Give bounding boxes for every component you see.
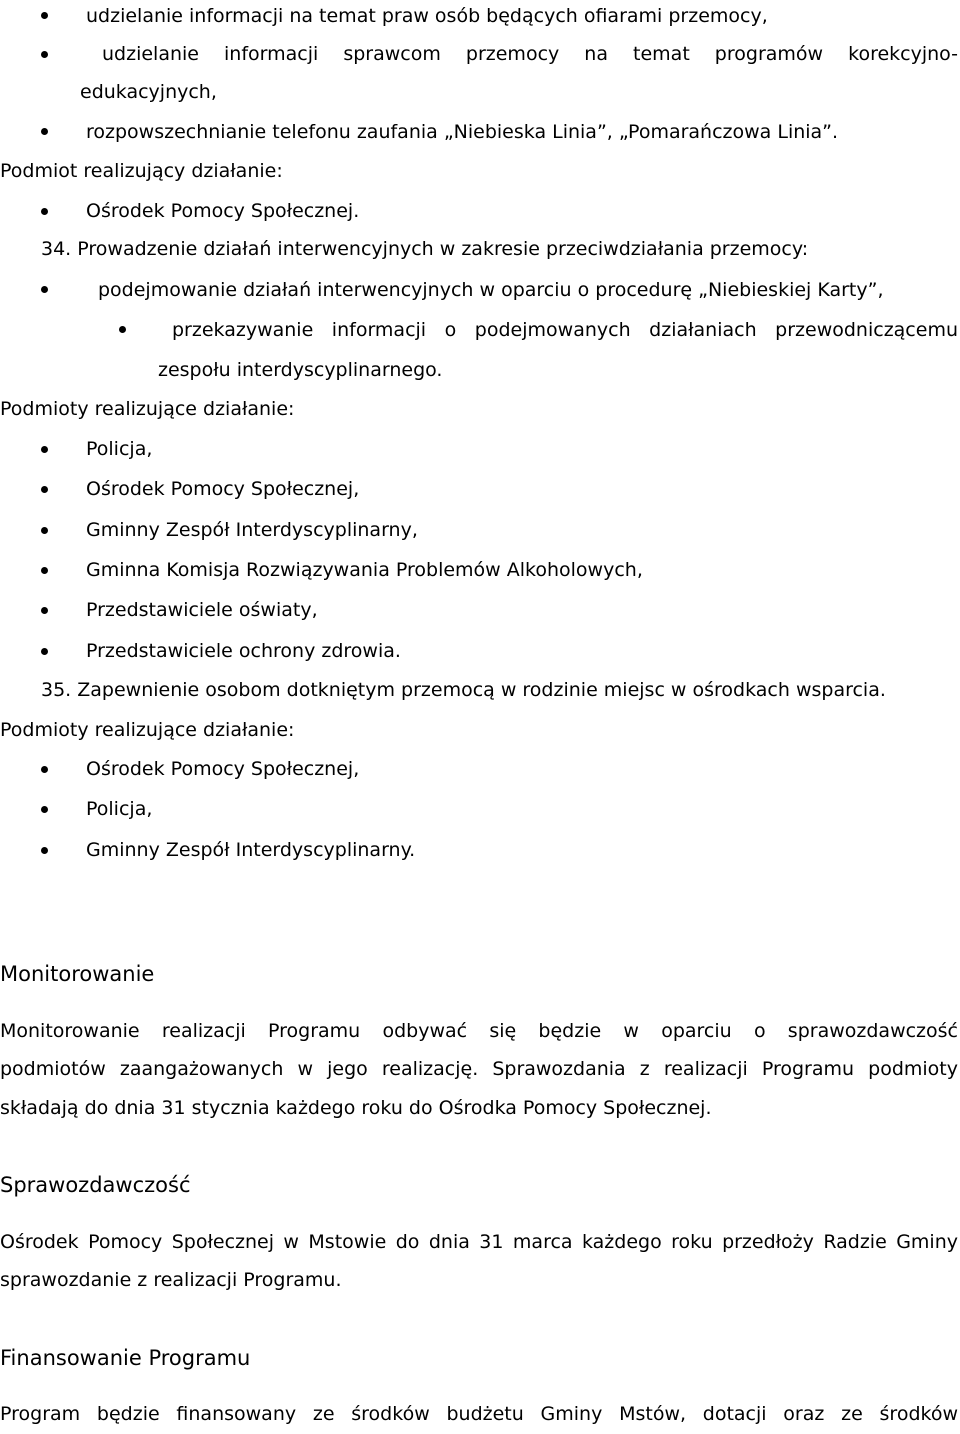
list-item: Gminny Zespół Interdyscyplinarny, <box>86 519 418 541</box>
bullet <box>41 486 48 493</box>
list-item-continuation: edukacyjnych, <box>80 81 217 103</box>
list-item: Ośrodek Pomocy Społecznej. <box>86 200 360 222</box>
paragraph-line: Program będzie finansowany ze środków budżetu Gminy Mstów, dotacji oraz ze środków <box>0 1403 958 1425</box>
list-item: przekazywanie informacji o podejmowanych działaniach przewodniczącemu <box>172 319 958 341</box>
bullet <box>119 326 126 333</box>
bullet <box>41 51 48 58</box>
list-item: Przedstawiciele ochrony zdrowia. <box>86 640 401 662</box>
subjects-label: Podmioty realizujące działanie: <box>0 719 295 741</box>
bullet <box>41 766 48 773</box>
list-item: Policja, <box>86 798 153 820</box>
paragraph-line: podmiotów zaangażowanych w jego realizację. Sprawozdania z realizacji Programu podmioty <box>0 1058 958 1080</box>
paragraph-line: Monitorowanie realizacji Programu odbywać się będzie w oparciu o sprawozdawczość <box>0 1020 958 1042</box>
bullet <box>41 648 48 655</box>
bullet <box>41 567 48 574</box>
list-item: rozpowszechnianie telefonu zaufania „Niebieska Linia”, „Pomarańczowa Linia”. <box>86 121 839 143</box>
bullet <box>41 806 48 813</box>
paragraph-line: składają do dnia 31 stycznia każdego roku do Ośrodka Pomocy Społecznej. <box>0 1097 712 1119</box>
list-item: Policja, <box>86 438 153 460</box>
bullet <box>41 128 48 135</box>
monitoring-heading: Monitorowanie <box>0 962 155 986</box>
list-item-continuation: zespołu interdyscyplinarnego. <box>158 359 443 381</box>
subject-label: Podmiot realizujący działanie: <box>0 160 283 182</box>
list-item: udzielanie informacji na temat praw osób będących ofiarami przemocy, <box>86 5 768 27</box>
bullet <box>41 527 48 534</box>
financing-heading: Finansowanie Programu <box>0 1346 251 1370</box>
bullet <box>41 12 48 19</box>
list-item: udzielanie informacji sprawcom przemocy na temat programów korekcyjno- <box>102 43 958 65</box>
bullet <box>41 607 48 614</box>
list-item: Gminny Zespół Interdyscyplinarny. <box>86 839 416 861</box>
reporting-heading: Sprawozdawczość <box>0 1173 191 1197</box>
paragraph-line: Ośrodek Pomocy Społecznej w Mstowie do dnia 31 marca każdego roku przedłoży Radzie Gminy <box>0 1231 958 1253</box>
list-item: Przedstawiciele oświaty, <box>86 599 318 621</box>
list-item: Ośrodek Pomocy Społecznej, <box>86 478 360 500</box>
bullet <box>41 446 48 453</box>
subjects-label: Podmioty realizujące działanie: <box>0 398 295 420</box>
list-item: podejmowanie działań interwencyjnych w oparciu o procedurę „Niebieskiej Karty”, <box>98 279 884 301</box>
paragraph-line: sprawozdanie z realizacji Programu. <box>0 1269 342 1291</box>
item-35-title: 35. Zapewnienie osobom dotkniętym przemocą w rodzinie miejsc w ośrodkach wsparcia. <box>41 679 886 701</box>
item-34-title: 34. Prowadzenie działań interwencyjnych w zakresie przeciwdziałania przemocy: <box>41 238 809 260</box>
list-item: Ośrodek Pomocy Społecznej, <box>86 758 360 780</box>
bullet <box>41 286 48 293</box>
list-item: Gminna Komisja Rozwiązywania Problemów Alkoholowych, <box>86 559 643 581</box>
bullet <box>41 847 48 854</box>
bullet <box>41 208 48 215</box>
